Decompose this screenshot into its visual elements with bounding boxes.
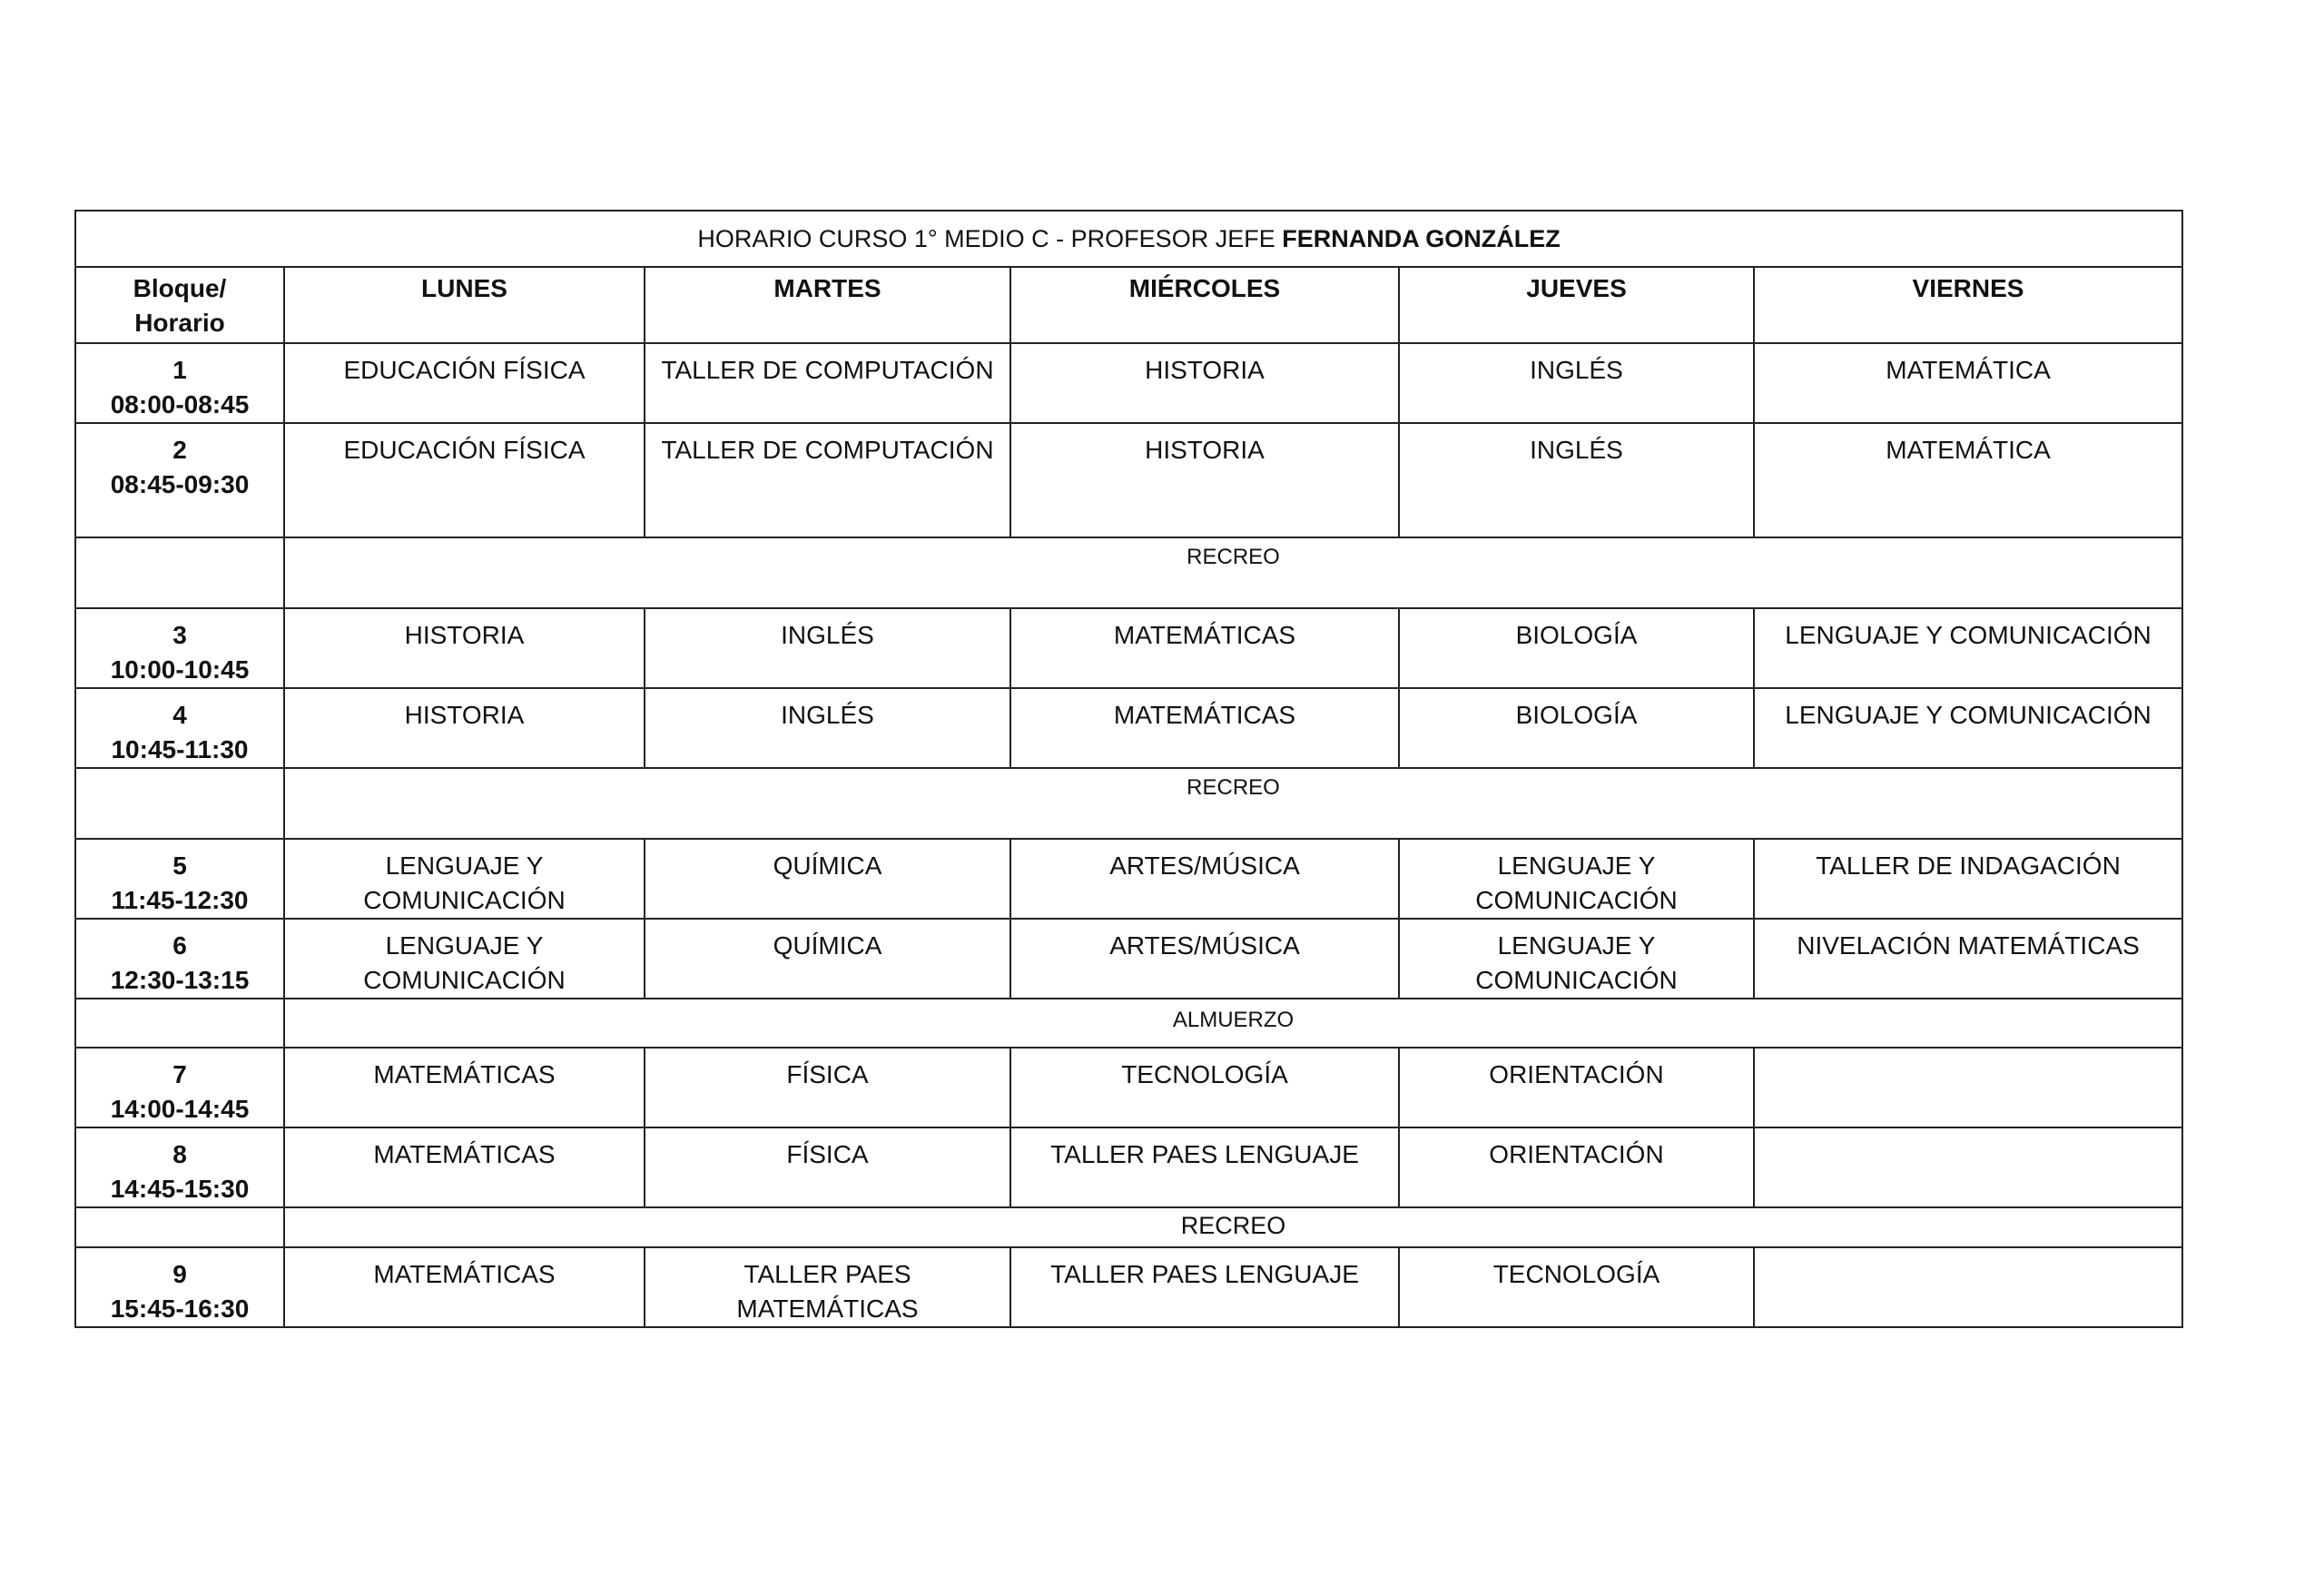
- block-label: [75, 688, 284, 768]
- schedule-row-block-4: [75, 688, 2182, 768]
- break-row: [75, 537, 2182, 608]
- block-label: [75, 343, 284, 423]
- subject-cell: TALLER DE COMPUTACIÓN: [645, 423, 1010, 537]
- schedule-title: [75, 211, 2182, 267]
- subject-cell: MATEMÁTICAS: [284, 1127, 645, 1207]
- subject-cell: [1754, 1048, 2182, 1127]
- block-time: 15:45-16:30: [110, 1295, 250, 1323]
- block-time: 14:45-15:30: [110, 1175, 250, 1203]
- subject-cell: EDUCACIÓN FÍSICA: [284, 343, 645, 423]
- schedule-row-block-6: [75, 919, 2182, 999]
- subject-cell: HISTORIA: [1010, 423, 1399, 537]
- subject-cell: [1754, 1247, 2182, 1327]
- subject-cell: LENGUAJE Y COMUNICACIÓN: [1754, 688, 2182, 768]
- block-number: 3: [172, 621, 187, 649]
- subject-cell: ARTES/MÚSICA: [1010, 839, 1399, 919]
- header-row: [75, 267, 2182, 343]
- block-time: 14:00-14:45: [110, 1095, 250, 1123]
- break-row: [75, 1207, 2182, 1247]
- subject-cell: BIOLOGÍA: [1399, 688, 1754, 768]
- subject-cell: TECNOLOGÍA: [1010, 1048, 1399, 1127]
- subject-cell: MATEMÁTICAS: [1010, 688, 1399, 768]
- block-number: 7: [172, 1060, 187, 1088]
- title-row: [75, 211, 2182, 267]
- block-label: [75, 839, 284, 919]
- title-prefix: HORARIO CURSO 1° MEDIO C - PROFESOR JEFE: [697, 225, 1283, 252]
- block-label: [75, 1247, 284, 1327]
- block-header: Bloque/ Horario: [75, 267, 284, 343]
- break-label: ALMUERZO: [284, 999, 2182, 1048]
- subject-cell: LENGUAJE Y COMUNICACIÓN: [284, 919, 645, 999]
- break-row: [75, 999, 2182, 1048]
- block-label: [75, 1127, 284, 1207]
- subject-cell: HISTORIA: [1010, 343, 1399, 423]
- break-label: RECREO: [284, 537, 2182, 608]
- block-number: 9: [172, 1260, 187, 1288]
- schedule-row-block-2: [75, 423, 2182, 537]
- schedule-row-block-7: [75, 1048, 2182, 1127]
- subject-cell: INGLÉS: [645, 688, 1010, 768]
- block-label: [75, 608, 284, 688]
- subject-cell: MATEMÁTICAS: [284, 1048, 645, 1127]
- block-label: [75, 423, 284, 537]
- day-header-lunes: LUNES: [284, 267, 645, 343]
- break-empty-cell: [75, 999, 284, 1048]
- subject-cell: TALLER DE INDAGACIÓN: [1754, 839, 2182, 919]
- block-number: 4: [172, 701, 187, 729]
- subject-cell: QUÍMICA: [645, 839, 1010, 919]
- block-time: 11:45-12:30: [111, 886, 249, 914]
- block-time: 08:45-09:30: [110, 470, 250, 498]
- day-header-viernes: VIERNES: [1754, 267, 2182, 343]
- day-header-miercoles: MIÉRCOLES: [1010, 267, 1399, 343]
- block-time: 10:45-11:30: [111, 735, 249, 763]
- subject-cell: TECNOLOGÍA: [1399, 1247, 1754, 1327]
- schedule-table: [74, 210, 2183, 1328]
- block-number: 5: [172, 852, 187, 880]
- block-time: 10:00-10:45: [110, 655, 250, 684]
- subject-cell: ORIENTACIÓN: [1399, 1127, 1754, 1207]
- subject-cell: HISTORIA: [284, 688, 645, 768]
- subject-cell: TALLER PAES LENGUAJE: [1010, 1127, 1399, 1207]
- day-header-jueves: JUEVES: [1399, 267, 1754, 343]
- subject-cell: LENGUAJE Y COMUNICACIÓN: [1754, 608, 2182, 688]
- subject-cell: LENGUAJE Y COMUNICACIÓN: [284, 839, 645, 919]
- subject-cell: INGLÉS: [1399, 343, 1754, 423]
- subject-cell: HISTORIA: [284, 608, 645, 688]
- block-label: [75, 919, 284, 999]
- subject-cell: EDUCACIÓN FÍSICA: [284, 423, 645, 537]
- block-number: 6: [172, 931, 187, 960]
- subject-cell: MATEMÁTICA: [1754, 343, 2182, 423]
- break-empty-cell: [75, 537, 284, 608]
- subject-cell: NIVELACIÓN MATEMÁTICAS: [1754, 919, 2182, 999]
- subject-cell: TALLER PAES LENGUAJE: [1010, 1247, 1399, 1327]
- schedule-row-block-9: [75, 1247, 2182, 1327]
- subject-cell: LENGUAJE Y COMUNICACIÓN: [1399, 839, 1754, 919]
- subject-cell: ORIENTACIÓN: [1399, 1048, 1754, 1127]
- break-empty-cell: [75, 768, 284, 839]
- block-number: 8: [172, 1140, 187, 1168]
- block-time: 12:30-13:15: [110, 966, 250, 994]
- subject-cell: MATEMÁTICAS: [1010, 608, 1399, 688]
- subject-cell: INGLÉS: [1399, 423, 1754, 537]
- subject-cell: [1754, 1127, 2182, 1207]
- block-number: 1: [172, 356, 187, 384]
- subject-cell: ARTES/MÚSICA: [1010, 919, 1399, 999]
- subject-cell: QUÍMICA: [645, 919, 1010, 999]
- block-time: 08:00-08:45: [110, 390, 250, 418]
- subject-cell: FÍSICA: [645, 1127, 1010, 1207]
- break-row: [75, 768, 2182, 839]
- schedule-row-block-1: [75, 343, 2182, 423]
- subject-cell: BIOLOGÍA: [1399, 608, 1754, 688]
- subject-cell: FÍSICA: [645, 1048, 1010, 1127]
- block-label: [75, 1048, 284, 1127]
- schedule-row-block-3: [75, 608, 2182, 688]
- teacher-name: FERNANDA GONZÁLEZ: [1282, 225, 1561, 252]
- break-label: RECREO: [284, 768, 2182, 839]
- break-empty-cell: [75, 1207, 284, 1247]
- day-header-martes: MARTES: [645, 267, 1010, 343]
- subject-cell: MATEMÁTICAS: [284, 1247, 645, 1327]
- subject-cell: TALLER DE COMPUTACIÓN: [645, 343, 1010, 423]
- schedule-row-block-5: [75, 839, 2182, 919]
- break-label: RECREO: [284, 1207, 2182, 1247]
- subject-cell: MATEMÁTICA: [1754, 423, 2182, 537]
- subject-cell: LENGUAJE Y COMUNICACIÓN: [1399, 919, 1754, 999]
- subject-cell: INGLÉS: [645, 608, 1010, 688]
- schedule-row-block-8: [75, 1127, 2182, 1207]
- block-number: 2: [172, 436, 187, 464]
- subject-cell: TALLER PAES MATEMÁTICAS: [645, 1247, 1010, 1327]
